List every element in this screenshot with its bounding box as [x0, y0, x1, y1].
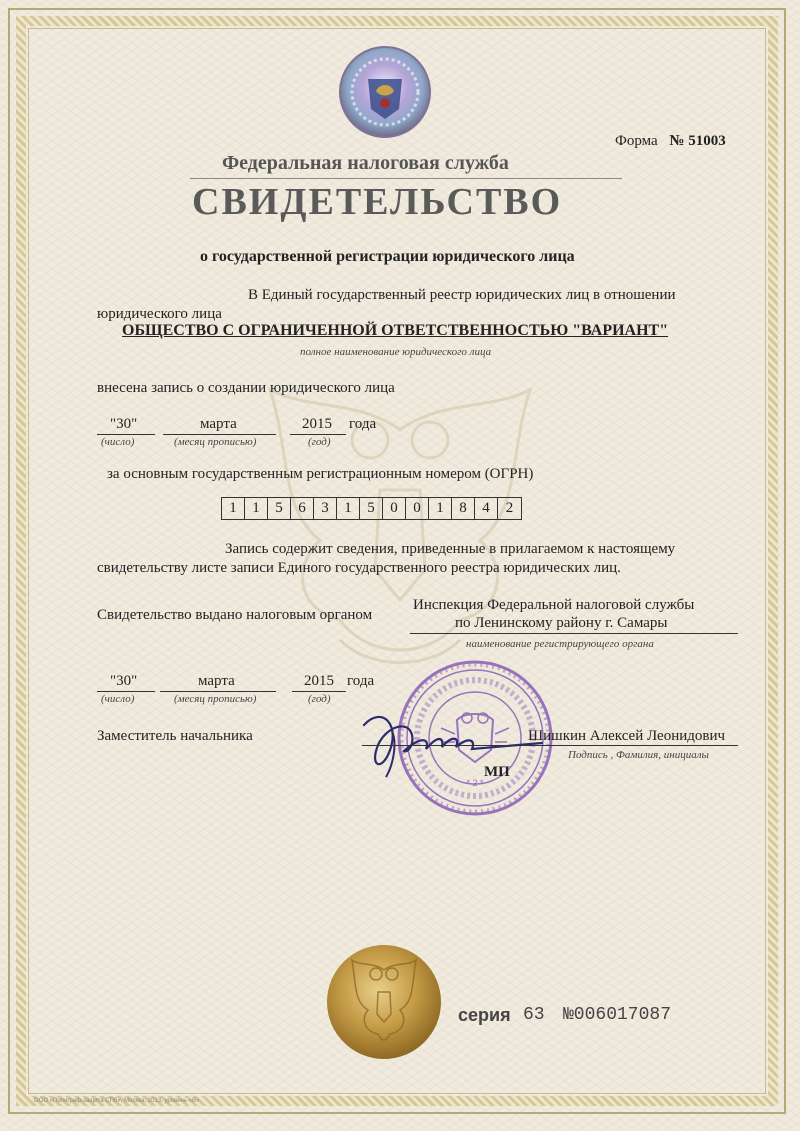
ogrn-digit: 0: [406, 498, 429, 519]
authority-underline: [410, 633, 738, 634]
date2-month: марта: [198, 673, 235, 689]
entry-text: внесена запись о создании юридического лица: [97, 380, 395, 396]
ogrn-number-grid: [221, 497, 522, 520]
ogrn-digit: 2: [505, 500, 514, 516]
ogrn-digit: 1: [429, 498, 452, 519]
date1-year: 2015: [302, 416, 332, 432]
intro-line-2: юридического лица: [97, 306, 222, 322]
ogrn-digit: 4: [475, 498, 498, 519]
date2-month-line: [160, 691, 276, 692]
date1-caption-year: (год): [308, 436, 331, 448]
form-number-value: № 51003: [669, 133, 726, 149]
mp-mark: МП: [484, 764, 510, 780]
date1-caption-month: (месяц прописью): [174, 436, 257, 448]
gold-foil-seal: [326, 944, 442, 1060]
ogrn-digit: 6: [291, 498, 314, 519]
authority-line-2: по Ленинскому району г. Самары: [455, 615, 668, 631]
ogrn-text: за основным государственным регистрационным номером (ОГРН): [107, 466, 534, 482]
agency-underline: [190, 178, 622, 179]
date2-caption-year: (год): [308, 693, 331, 705]
background-eagle-emblem: [230, 370, 570, 700]
signature-line: [362, 745, 738, 746]
document-subtitle: о государственной регистрации юридического лица: [200, 248, 575, 265]
date1-day-line: [97, 434, 155, 435]
signer-position: Заместитель начальника: [97, 728, 253, 744]
printer-note: ООО «Полиграф-защита СПб», Москва, 2013, уровень «В»: [34, 1098, 200, 1104]
ogrn-digit: 3: [314, 498, 337, 519]
issued-by-label: Свидетельство выдано налоговым органом: [97, 607, 373, 623]
form-number-label: Форма: [615, 133, 658, 149]
record-line-2: свидетельству листе записи Единого государственного реестра юридических лиц.: [97, 560, 621, 576]
document-title: СВИДЕТЕЛЬСТВО: [192, 181, 563, 223]
date1-month-line: [163, 434, 276, 435]
date1-year-suffix: года: [349, 416, 377, 432]
authority-caption: наименование регистрирующего органа: [466, 638, 654, 650]
record-line-1: Запись содержит сведения, приведенные в прилагаемом к настоящему: [225, 541, 676, 557]
date1-caption-day: (число): [101, 436, 135, 448]
ogrn-digit: 5: [360, 498, 383, 519]
ogrn-digit: 1: [222, 498, 245, 519]
date2-caption-month: (месяц прописью): [174, 693, 257, 705]
date2-caption-day: (число): [101, 693, 135, 705]
agency-name: Федеральная налоговая служба: [222, 152, 509, 174]
ogrn-digit: 8: [452, 498, 475, 519]
intro-line-1: В Единый государственный реестр юридических лиц в отношении: [248, 287, 676, 303]
date2-year-line: [292, 691, 346, 692]
date1-month: марта: [200, 416, 237, 432]
date1-day: "30": [110, 416, 138, 432]
series-label: серия: [458, 1005, 511, 1025]
company-name-caption: полное наименование юридического лица: [300, 346, 492, 358]
series-value: 63: [523, 1005, 545, 1025]
date2-day: "30": [110, 673, 138, 689]
authority-line-1: Инспекция Федеральной налоговой службы: [413, 597, 695, 613]
company-name: ОБЩЕСТВО С ОГРАНИЧЕННОЙ ОТВЕТСТВЕННОСТЬЮ "ВАРИАНТ": [122, 322, 669, 339]
ogrn-digit: 1: [245, 498, 268, 519]
ogrn-digit: 5: [268, 498, 291, 519]
signer-name: Шишкин Алексей Леонидович: [528, 728, 726, 744]
date2-day-line: [97, 691, 155, 692]
svg-text:* 2 *: * 2 *: [466, 778, 484, 788]
date1-year-line: [290, 434, 346, 435]
date2-year-suffix: года: [347, 673, 375, 689]
ogrn-digit: 1: [337, 498, 360, 519]
signer-caption: Подпись , Фамилия, инициалы: [568, 749, 709, 761]
hologram-emblem-icon: [338, 45, 432, 139]
date2-year: 2015: [304, 673, 334, 689]
ogrn-digit: 0: [383, 498, 406, 519]
certificate-number: №006017087: [563, 1005, 672, 1025]
